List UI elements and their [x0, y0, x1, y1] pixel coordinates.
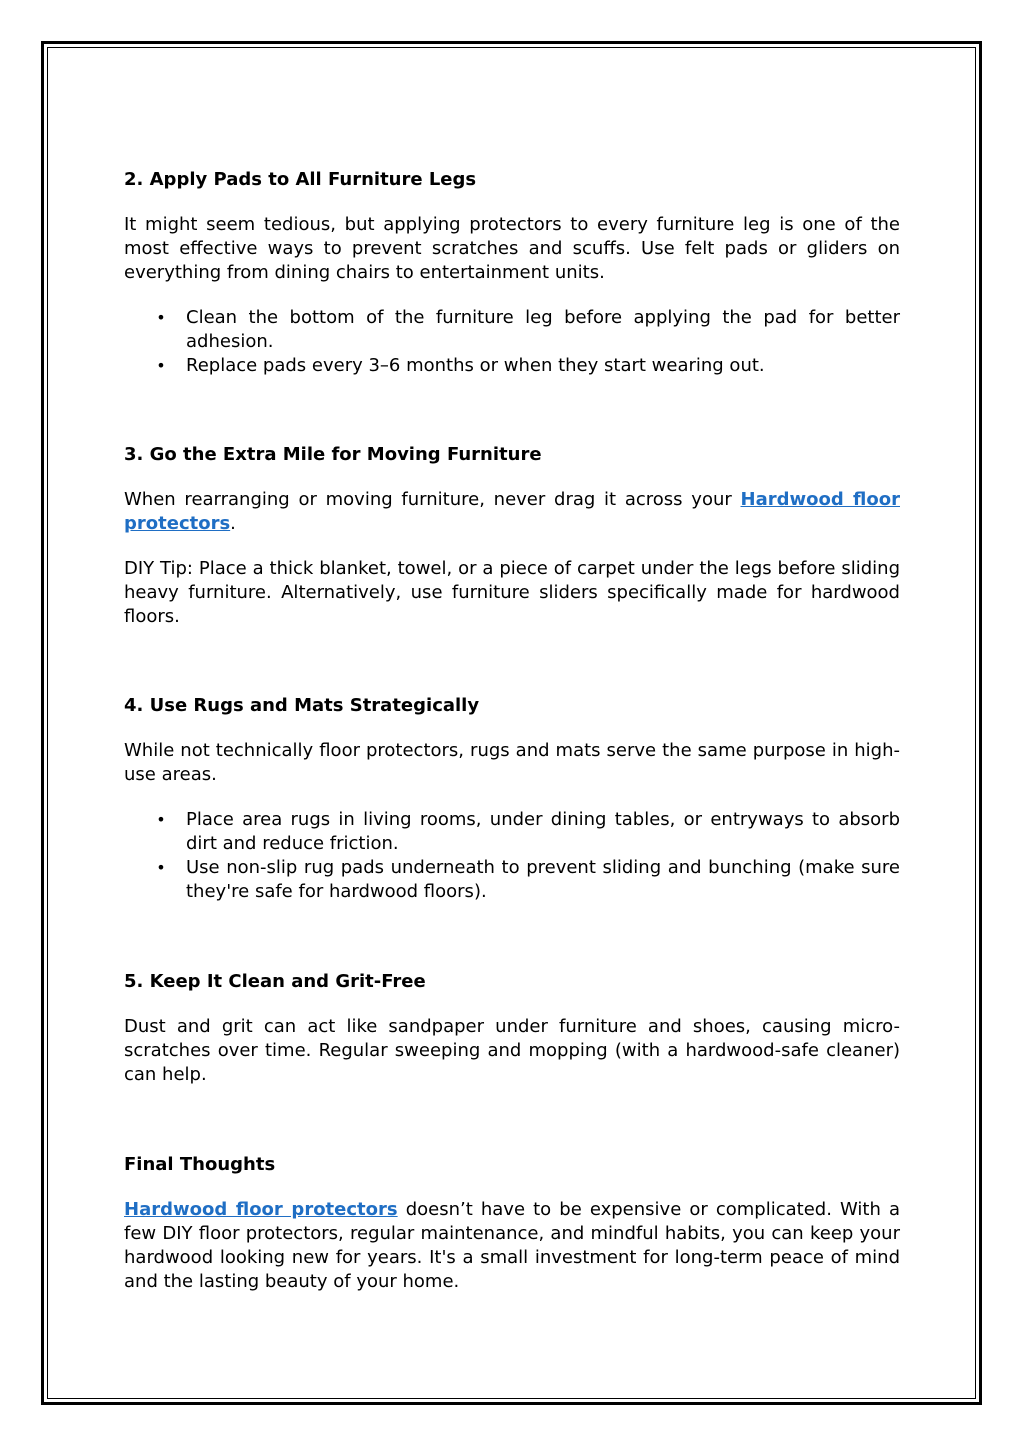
list-item — [124, 856, 900, 904]
bullet-icon: • — [156, 308, 166, 327]
list-item-text: Replace pads every 3–6 months or when they start wearing out. — [186, 355, 765, 376]
section-paragraph: It might seem tedious, but applying protectors to every furniture leg is one of the most effective ways to prevent scratches and scuffs. Use felt pads or gliders on everything from dining chairs to entertainment units. — [124, 214, 900, 283]
list-item-text: Use non-slip rug pads underneath to prevent sliding and bunching (make sure they're safe for hardwood floors). — [186, 857, 900, 902]
section-final-thoughts — [124, 1153, 900, 1294]
list-item — [124, 306, 900, 354]
paragraph-text: doesn’t have to be expensive or complicated. With a few DIY floor protectors, regular maintenance, and mindful habits, you can keep your hardwood looking new for years. It's a small investment for long-term peace of mind and the lasting beauty of your home. — [124, 1199, 901, 1292]
section-apply-pads — [124, 168, 900, 378]
section-paragraph: Dust and grit can act like sandpaper under furniture and shoes, causing micro-scratches over time. Regular sweeping and mopping (with a hardwood-safe cleaner) can help. — [124, 1016, 900, 1085]
section-clean-grit-free — [124, 970, 900, 1087]
bullet-icon: • — [156, 810, 166, 829]
paragraph-text: When rearranging or moving furniture, never drag it across your — [124, 489, 741, 510]
list-item — [124, 808, 900, 856]
section-moving-furniture — [124, 443, 900, 629]
hardwood-floor-protectors-link[interactable]: Hardwood floor protectors — [124, 1199, 398, 1220]
list-item-text: Clean the bottom of the furniture leg before applying the pad for better adhesion. — [186, 307, 900, 352]
hardwood-floor-protectors-link[interactable]: Hardwood floor protectors — [124, 489, 900, 534]
section-heading: 2. Apply Pads to All Furniture Legs — [124, 169, 477, 190]
section-paragraph — [124, 488, 900, 536]
section-paragraph — [124, 1198, 900, 1294]
list-item — [124, 354, 900, 378]
bullet-icon: • — [156, 858, 166, 877]
section-heading: 4. Use Rugs and Mats Strategically — [124, 695, 480, 716]
section-heading: Final Thoughts — [124, 1154, 276, 1175]
section-heading: 5. Keep It Clean and Grit-Free — [124, 971, 426, 992]
section-heading: 3. Go the Extra Mile for Moving Furniture — [124, 444, 542, 465]
bullet-icon: • — [156, 356, 166, 375]
section-paragraph: While not technically floor protectors, rugs and mats serve the same purpose in high-use areas. — [124, 740, 900, 785]
bullet-list — [124, 808, 900, 904]
paragraph-text-end: . — [230, 513, 236, 534]
diy-tip-paragraph: DIY Tip: Place a thick blanket, towel, or a piece of carpet under the legs before sliding heavy furniture. Alternatively, use furniture sliders specifically made for hardwood floors. — [124, 558, 900, 627]
bullet-list — [124, 306, 900, 378]
list-item-text: Place area rugs in living rooms, under dining tables, or entryways to absorb dirt and reduce friction. — [186, 809, 900, 854]
section-rugs-mats — [124, 694, 900, 904]
